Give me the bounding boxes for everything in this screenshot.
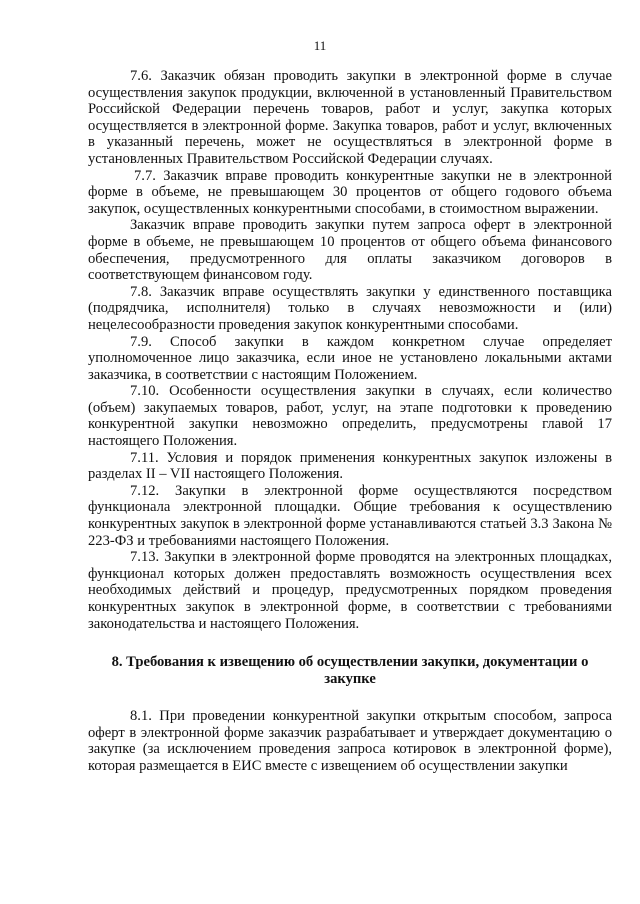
paragraph-8-1: 8.1. При проведении конкурентной закупки открытым способом, запроса оферт в электронной форме заказчик разрабатывает и утверждает документацию о закупке (за исключением проведения запроса котировок в электронной форме), которая размещается в ЕИС вместе с извещением об осуществлении закупки: [88, 708, 612, 774]
section-heading: 8. Требования к извещению об осуществлении закупки, документации о закупке: [111, 654, 589, 688]
page-number: 11: [313, 38, 327, 53]
paragraph-7-10: 7.10. Особенности осуществления закупки в случаях, если количество (объем) закупаемых товаров, работ, услуг, на этапе подготовки к проведению конкурентной закупки невозможно определить, предусмотрены главой 17 настоящего Положения.: [88, 383, 612, 450]
paragraph-7-6: 7.6. Заказчик обязан проводить закупки в электронной форме в случае осуществления закупок продукции, включенной в установленный Правительством Российской Федерации перечень товаров, работ и услуг, закупка которых осуществляется в электронной форме. Закупка товаров, работ и услуг, включенных в указанный перечень, может не осуществляться в электронной форме в установленных Правительством Российской Федерации случаях.: [88, 68, 612, 167]
paragraph-7-11: 7.11. Условия и порядок применения конкурентных закупок изложены в разделах II – VII настоящего Положения.: [88, 449, 612, 483]
document-body: [88, 68, 612, 775]
paragraph-7-7-offers: Заказчик вправе проводить закупки путем запроса оферт в электронной форме в объеме, не превышающем 10 процентов от общего объема финансового обеспечения, предусмотренного для оплаты заказчиком договоров в соответствующем финансовом году.: [88, 217, 612, 284]
paragraph-7-13: 7.13. Закупки в электронной форме проводятся на электронных площадках, функционал которых должен предоставлять возможность осуществления всех необходимых действий и процедур, предусмотренных порядком проведения конкурентных закупок в электронной форме, в соответствии с требованиями законодательства и настоящего Положения.: [88, 549, 612, 632]
paragraph-7-9: 7.9. Способ закупки в каждом конкретном случае определяет уполномоченное лицо заказчика, если иное не установлено локальными актами заказчика, в соответствии с настоящим Положением.: [88, 333, 612, 383]
paragraph-7-8: 7.8. Заказчик вправе осуществлять закупки у единственного поставщика (подрядчика, исполнителя) только в случаях невозможности и (или) нецелесообразности проведения закупок конкурентными способами.: [88, 283, 612, 333]
paragraph-7-7: 7.7. Заказчик вправе проводить конкурентные закупки не в электронной форме в объеме, не превышающем 30 процентов от общего годового объема закупок, осуществленных конкурентными способами, в стоимостном выражении.: [88, 167, 612, 217]
paragraph-7-12: 7.12. Закупки в электронной форме осуществляются посредством функционала электронной площадки. Общие требования к осуществлению конкурентных закупок в электронной форме устанавливаются статьей 3.3 Закона № 223-ФЗ и требованиями настоящего Положения.: [88, 482, 612, 549]
